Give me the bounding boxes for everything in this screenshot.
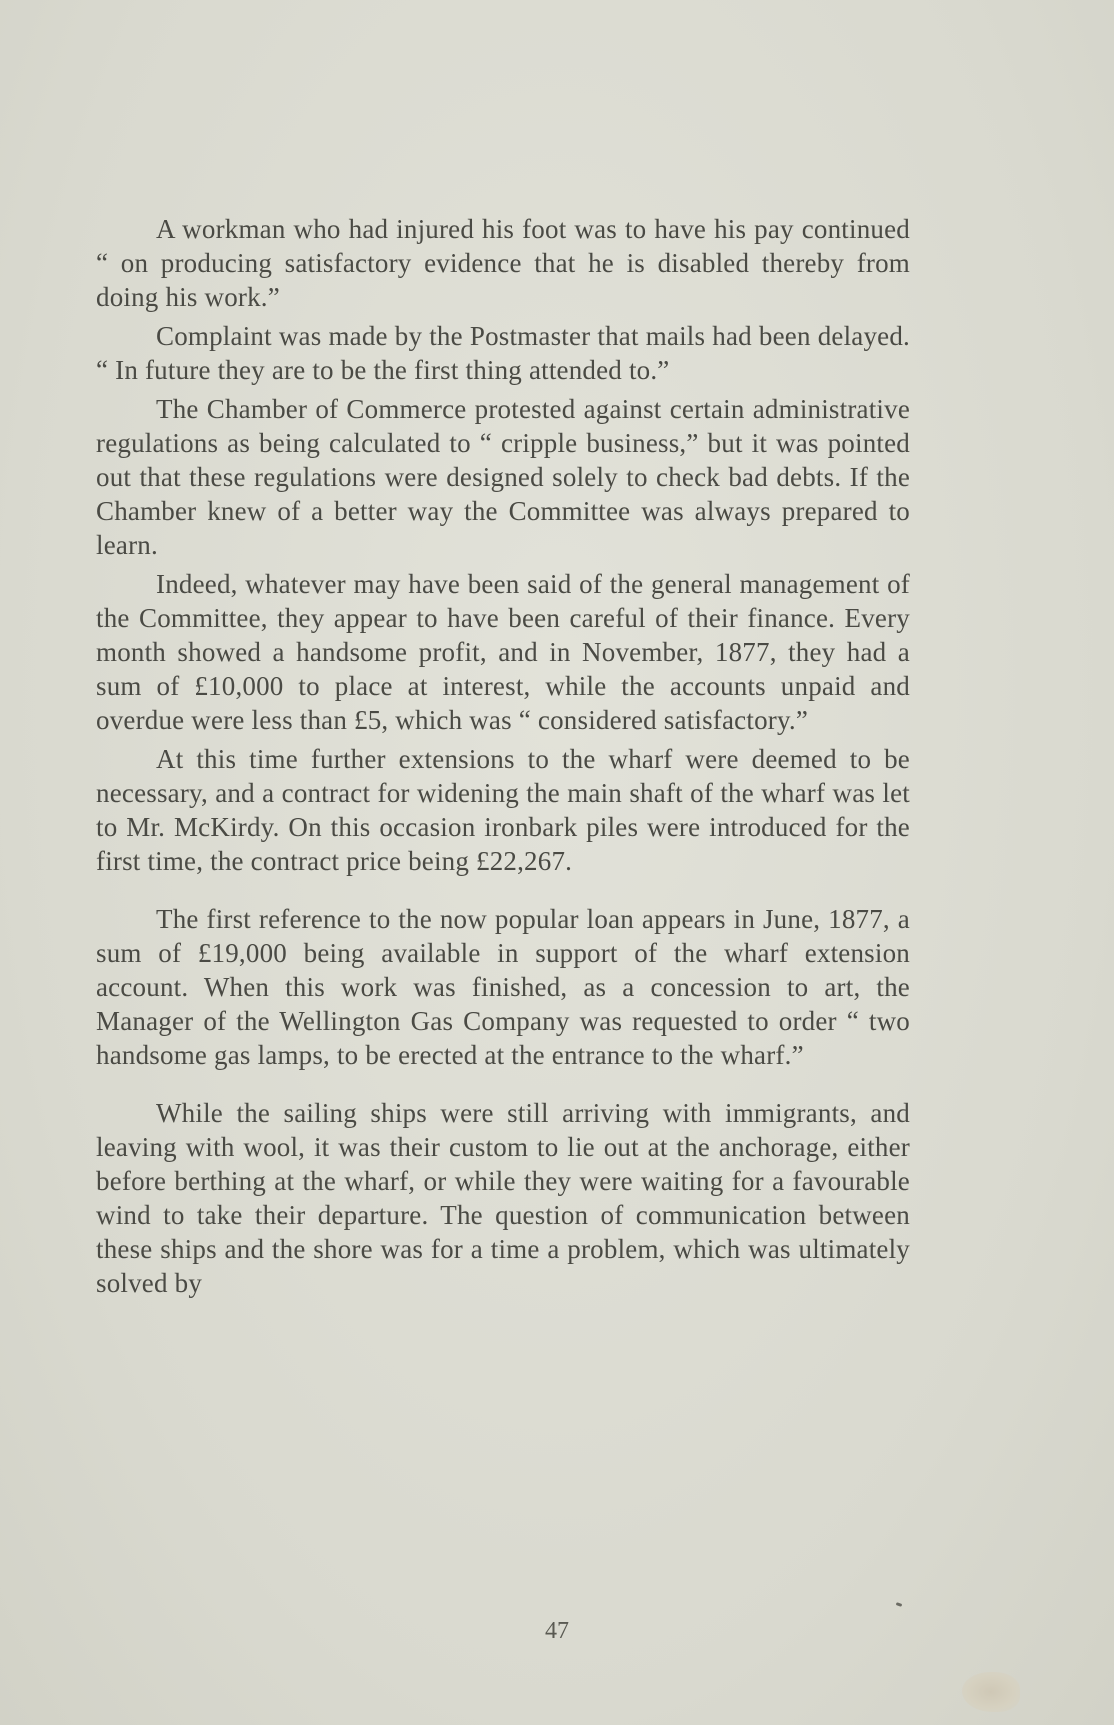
body-text	[96, 212, 910, 1300]
paper-stain	[962, 1672, 1020, 1712]
paragraph-postmaster: Complaint was made by the Postmaster that mails had been delayed. “ In future they are to be the first thing attended to.”	[96, 321, 910, 385]
paragraph-finance: Indeed, whatever may have been said of the general management of the Committee, they appear to have been careful of their finance. Every month showed a handsome profit, and in November, 1877, they had a sum of £10,000 to place at interest, while the accounts unpaid and overdue were less than £5, which was “ considered satisfactory.”	[96, 569, 910, 735]
paragraph-loan: The first reference to the now popular loan appears in June, 1877, a sum of £19,000 being available in support of the wharf extension account. When this work was finished, as a concession to art, the Manager of the Wellington Gas Company was requested to order “ two handsome gas lamps, to be erected at the entrance to the wharf.”	[96, 904, 910, 1070]
paragraph-sailing-ships: While the sailing ships were still arriving with immigrants, and leaving with wool, it was their custom to lie out at the anchorage, either before berthing at the wharf, or while they were waiting for a favourable wind to take their departure. The question of communication between these ships and the shore was for a time a problem, which was ultimately solved by	[96, 1098, 910, 1298]
page-number: 47	[545, 1618, 569, 1644]
paragraph-workman: A workman who had injured his foot was to have his pay continued “ on producing satisfactory evidence that he is disabled thereby from doing his work.”	[96, 214, 910, 312]
ink-speck	[896, 1602, 903, 1607]
paragraph-chamber-of-commerce: The Chamber of Commerce protested against certain administrative regulations as being calculated to “ cripple business,” but it was pointed out that these regulations were designed solely to check bad debts. If the Chamber knew of a better way the Committee was always prepared to learn.	[96, 394, 910, 560]
paragraph-wharf-extension: At this time further extensions to the wharf were deemed to be necessary, and a contract for widening the main shaft of the wharf was let to Mr. McKirdy. On this occasion ironbark piles were introduced for the first time, the contract price being £22,267.	[96, 744, 910, 876]
